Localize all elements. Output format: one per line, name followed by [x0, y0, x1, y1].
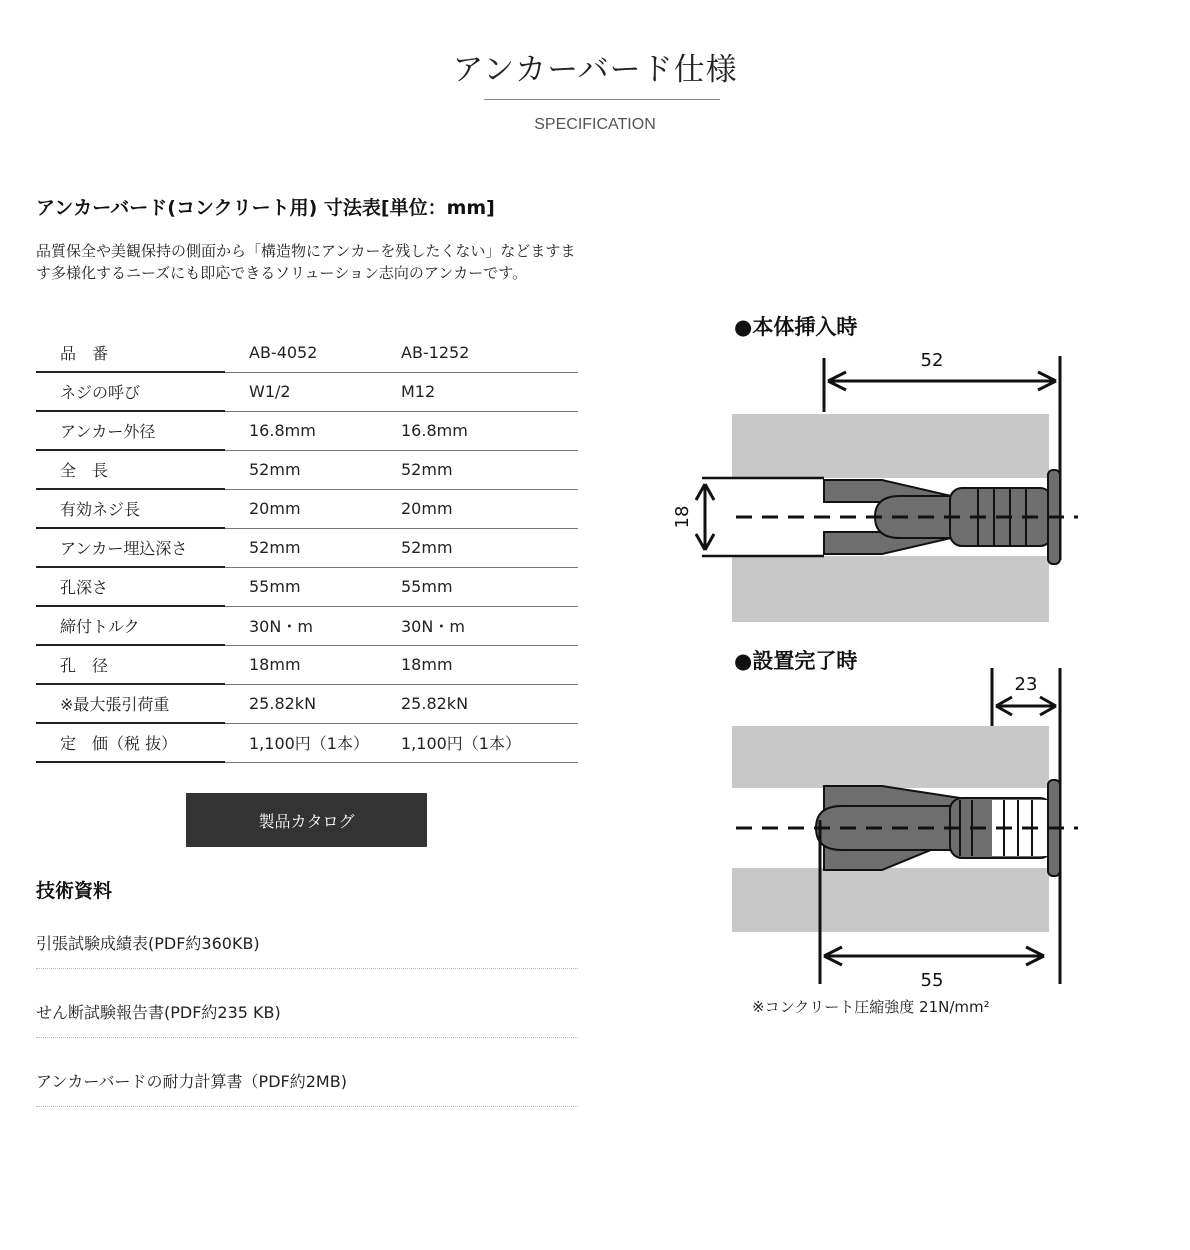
row-value-col2: 25.82kN [401, 684, 578, 723]
insert-state-title: ●本体挿入時 [734, 315, 858, 339]
row-value-col1: 20mm [225, 489, 401, 528]
title-divider [484, 99, 720, 100]
row-value-col1: 30N・m [225, 606, 401, 645]
table-row [36, 606, 578, 645]
tech-docs-title: 技術資料 [36, 880, 113, 902]
row-value-col1: W1/2 [225, 372, 401, 411]
row-label: アンカー埋込深さ [36, 528, 225, 567]
spec-table [36, 334, 578, 763]
row-label: 定 価（税 抜） [36, 723, 225, 762]
row-value-col2: M12 [401, 372, 578, 411]
dim-label-18: 18 [672, 505, 693, 529]
table-header-label: 品 番 [36, 334, 225, 372]
row-label: アンカー外径 [36, 411, 225, 450]
doc-link-shear-test[interactable]: せん断試験報告書(PDF約235 KB) [36, 1000, 578, 1038]
table-row [36, 411, 578, 450]
dim-label-52: 52 [920, 350, 944, 371]
page-title: アンカーバード仕様 [452, 52, 738, 88]
row-value-col1: 25.82kN [225, 684, 401, 723]
row-value-col1: 18mm [225, 645, 401, 684]
table-row [36, 684, 578, 723]
row-value-col1: 52mm [225, 450, 401, 489]
anchor-diagram [660, 300, 1100, 1030]
row-value-col2: 1,100円（1本） [401, 723, 578, 762]
row-label: ※最大張引荷重 [36, 684, 225, 723]
table-row [36, 567, 578, 606]
row-label: ネジの呼び [36, 372, 225, 411]
row-value-col1: 16.8mm [225, 411, 401, 450]
table-header-col2: AB-1252 [401, 334, 578, 372]
row-value-col2: 30N・m [401, 606, 578, 645]
row-label: 全 長 [36, 450, 225, 489]
intro-text: 品質保全や美観保持の側面から「構造物にアンカーを残したくない」などますます多様化するニーズにも即応できるソリューション志向のアンカーです。 [36, 242, 576, 282]
row-label: 締付トルク [36, 606, 225, 645]
row-label: 孔深さ [36, 567, 225, 606]
catalog-button[interactable]: 製品カタログ [186, 793, 427, 847]
table-header-col1: AB-4052 [225, 334, 401, 372]
row-value-col2: 16.8mm [401, 411, 578, 450]
table-row [36, 723, 578, 762]
row-value-col1: 1,100円（1本） [225, 723, 401, 762]
row-value-col2: 18mm [401, 645, 578, 684]
table-header-row [36, 334, 578, 372]
row-value-col1: 52mm [225, 528, 401, 567]
page-subtitle: SPECIFICATION [534, 116, 656, 133]
dim-label-23: 23 [1014, 674, 1038, 695]
table-row [36, 645, 578, 684]
anchor-cone [816, 806, 960, 850]
table-row [36, 450, 578, 489]
section-title: アンカーバード(コンクリート用) 寸法表[単位：mm] [36, 197, 495, 219]
table-row [36, 372, 578, 411]
row-value-col1: 55mm [225, 567, 401, 606]
table-row [36, 489, 578, 528]
row-value-col2: 20mm [401, 489, 578, 528]
row-value-col2: 52mm [401, 450, 578, 489]
row-label: 有効ネジ長 [36, 489, 225, 528]
row-value-col2: 55mm [401, 567, 578, 606]
row-label: 孔 径 [36, 645, 225, 684]
table-row [36, 528, 578, 567]
diagram-note: ※コンクリート圧縮強度 21N/mm² [752, 998, 990, 1016]
complete-state-title: ●設置完了時 [734, 649, 858, 673]
doc-link-tensile-test[interactable]: 引張試験成績表(PDF約360KB) [36, 931, 578, 969]
row-value-col2: 52mm [401, 528, 578, 567]
doc-link-strength-calc[interactable]: アンカーバードの耐力計算書（PDF約2MB) [36, 1069, 578, 1107]
dim-label-55: 55 [920, 970, 944, 991]
